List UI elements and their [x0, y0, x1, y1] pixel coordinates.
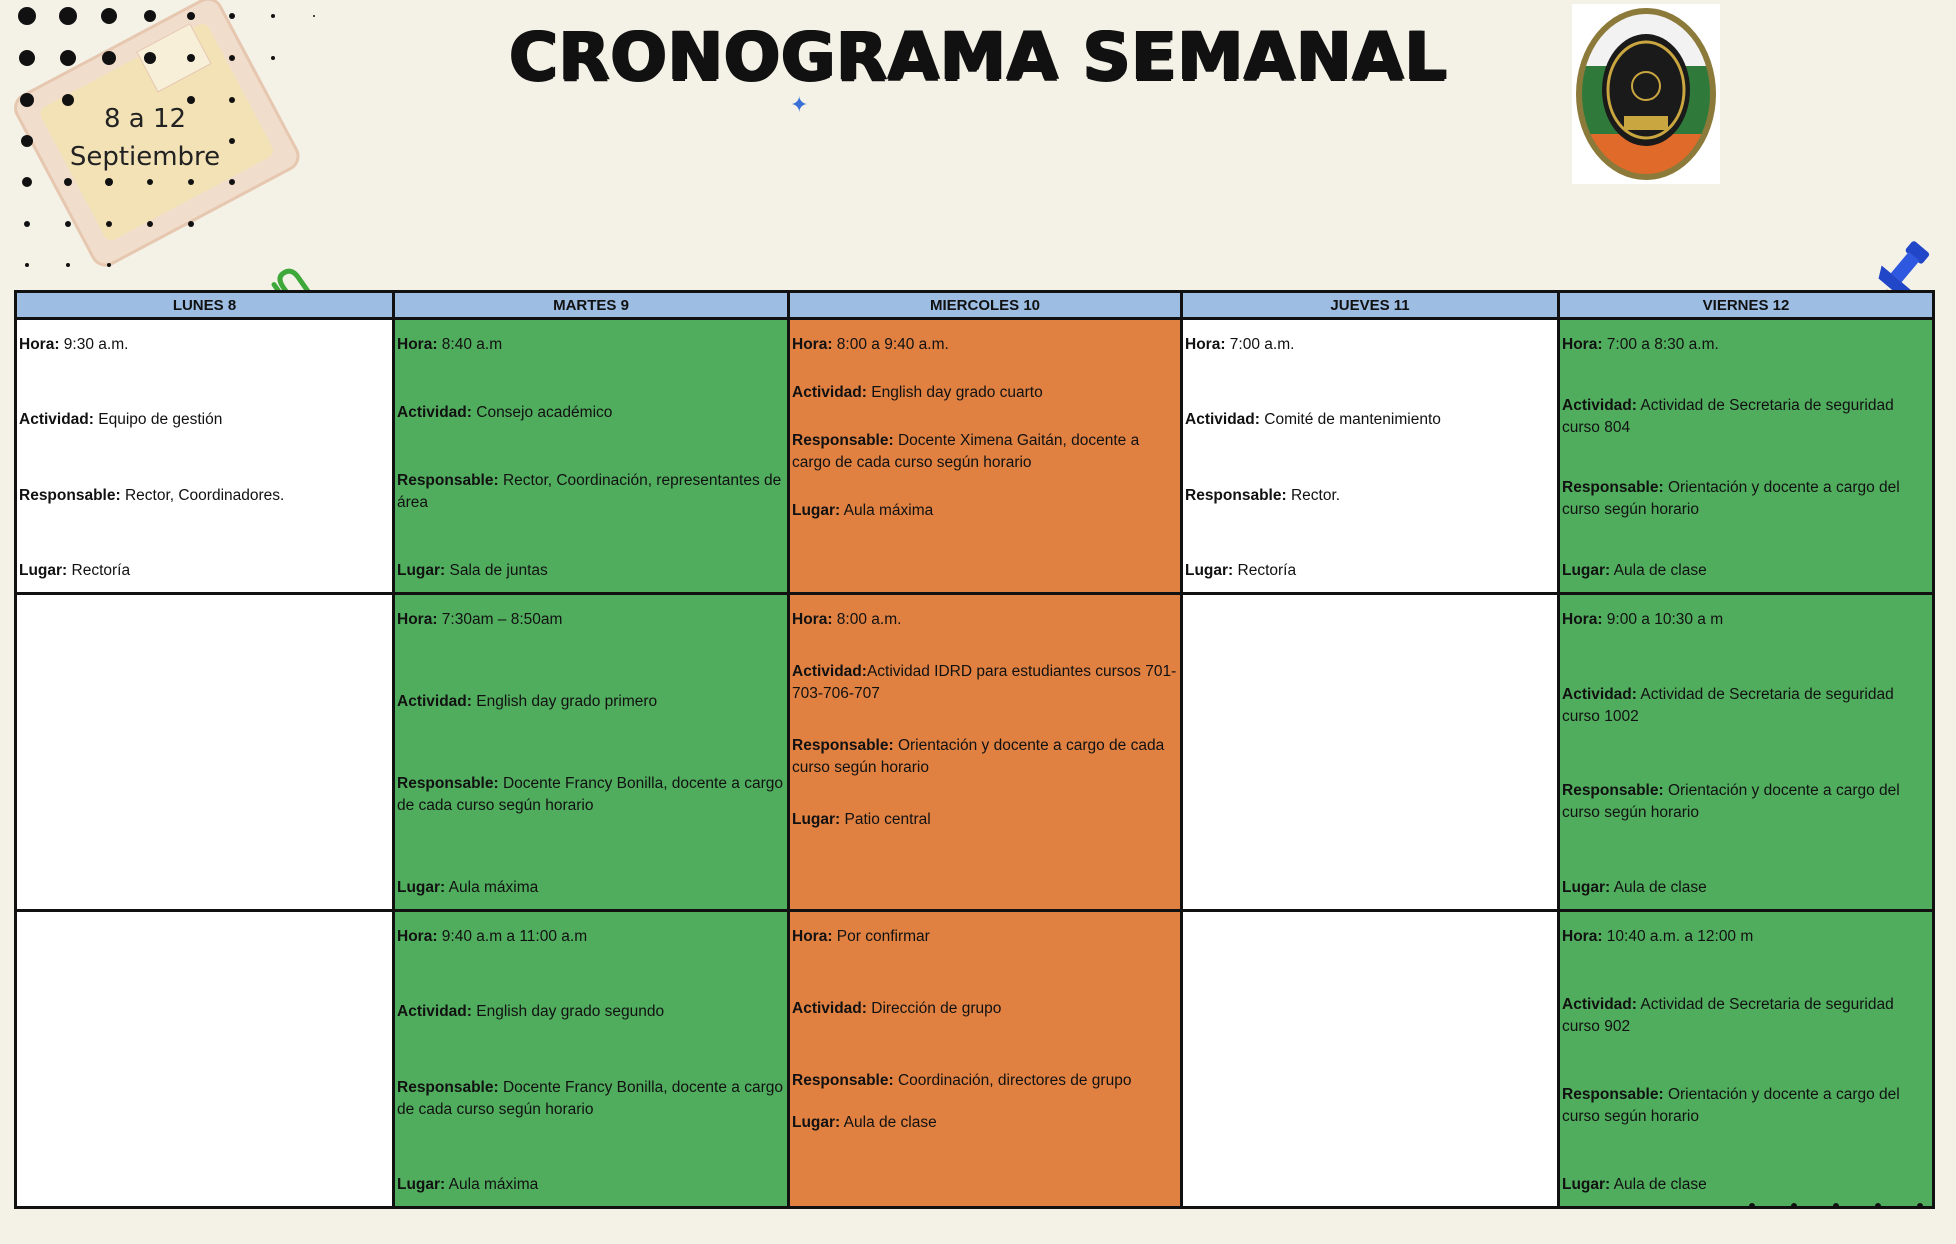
- day-header-martes: MARTES 9: [394, 292, 789, 319]
- event-cell: [789, 319, 1182, 594]
- hora-field: Hora: 7:00 a.m.: [1185, 336, 1295, 353]
- actividad-field: Actividad: Equipo de gestión: [19, 411, 223, 429]
- schedule-row: [16, 911, 1934, 1208]
- event-cell: [394, 911, 789, 1208]
- lugar-field: Lugar: Aula de clase: [1562, 878, 1707, 896]
- event-cell: [1559, 594, 1934, 911]
- event-cell: [1559, 911, 1934, 1208]
- weekly-schedule: [14, 290, 1932, 1209]
- empty-cell: [16, 911, 394, 1208]
- page-title: CRONOGRAMA SEMANAL: [508, 18, 1448, 95]
- hora-field: Hora: 7:00 a 8:30 a.m.: [1562, 336, 1719, 353]
- schedule-row: [16, 594, 1934, 911]
- lugar-field: Lugar: Aula máxima: [792, 502, 934, 519]
- lugar-field: Lugar: Aula de clase: [1562, 1176, 1707, 1193]
- actividad-field: Actividad: Dirección de grupo: [792, 1000, 1002, 1017]
- empty-cell: [16, 594, 394, 911]
- actividad-field: Actividad: English day grado segundo: [397, 1003, 665, 1021]
- actividad-field: Actividad: English day grado cuarto: [792, 384, 1043, 401]
- day-header-miercoles: MIERCOLES 10: [789, 292, 1182, 319]
- empty-cell: [1182, 911, 1559, 1208]
- schedule-table: [14, 290, 1935, 1209]
- date-range: 8 a 12: [103, 104, 187, 134]
- actividad-field: Actividad:Actividad IDRD para estudiantes cursos 701-703-706-707: [792, 663, 1177, 702]
- responsable-field: Responsable: Rector, Coordinación, representantes de área: [397, 472, 782, 511]
- hora-field: Hora: 8:00 a.m.: [792, 611, 902, 628]
- lugar-field: Lugar: Aula de clase: [1562, 561, 1707, 579]
- school-crest-logo: [1572, 4, 1720, 184]
- event-cell: [789, 594, 1182, 911]
- dots-decoration: [1740, 1200, 1940, 1214]
- lugar-field: Lugar: Aula de clase: [792, 1114, 937, 1131]
- lugar-field: Lugar: Aula máxima: [397, 879, 539, 896]
- hora-field: Hora: 10:40 a.m. a 12:00 m: [1562, 928, 1754, 945]
- empty-cell: [1182, 594, 1559, 911]
- week-date-label: [40, 100, 250, 176]
- lugar-field: Lugar: Rectoría: [19, 561, 131, 579]
- lugar-field: Lugar: Sala de juntas: [397, 562, 548, 579]
- responsable-field: Responsable: Orientación y docente a cargo de cada curso según horario: [792, 737, 1165, 776]
- event-cell: [394, 319, 789, 594]
- responsable-field: Responsable: Orientación y docente a cargo del curso según horario: [1562, 1086, 1900, 1125]
- actividad-field: Actividad: Comité de mantenimiento: [1185, 411, 1441, 429]
- event-cell: [1559, 319, 1934, 594]
- actividad-field: Actividad: Actividad de Secretaria de seguridad curso 1002: [1562, 685, 1894, 725]
- lugar-field: Lugar: Aula máxima: [397, 1175, 539, 1193]
- actividad-field: Actividad: Actividad de Secretaria de seguridad curso 902: [1562, 996, 1894, 1035]
- day-header-viernes: VIERNES 12: [1559, 292, 1934, 319]
- day-header-lunes: LUNES 8: [16, 292, 394, 319]
- hora-field: Hora: 8:00 a 9:40 a.m.: [792, 336, 949, 353]
- event-cell: [789, 911, 1182, 1208]
- hora-field: Hora: 8:40 a.m: [397, 336, 503, 353]
- actividad-field: Actividad: English day grado primero: [397, 693, 658, 710]
- responsable-field: Responsable: Coordinación, directores de grupo: [792, 1072, 1132, 1089]
- lugar-field: Lugar: Rectoría: [1185, 561, 1297, 579]
- date-month: Septiembre: [69, 142, 221, 172]
- responsable-field: Responsable: Docente Francy Bonilla, docente a cargo de cada curso según horario: [397, 775, 783, 814]
- actividad-field: Actividad: Consejo académico: [397, 404, 613, 421]
- responsable-field: Responsable: Rector, Coordinadores.: [19, 486, 285, 504]
- day-header-row: [16, 292, 1934, 319]
- lugar-field: Lugar: Patio central: [792, 811, 931, 828]
- hora-field: Hora: 7:30am – 8:50am: [397, 611, 563, 628]
- responsable-field: Responsable: Orientación y docente a cargo del curso según horario: [1562, 782, 1900, 822]
- hora-field: Hora: 9:00 a 10:30 a m: [1562, 611, 1724, 628]
- hora-field: Hora: 9:40 a.m a 11:00 a.m: [397, 928, 588, 945]
- event-cell: [1182, 319, 1559, 594]
- schedule-row: [16, 319, 1934, 594]
- event-cell: [16, 319, 394, 594]
- actividad-field: Actividad: Actividad de Secretaria de seguridad curso 804: [1562, 396, 1894, 436]
- day-header-jueves: JUEVES 11: [1182, 292, 1559, 319]
- hora-field: Hora: Por confirmar: [792, 928, 930, 945]
- sparkle-icon: ✦: [790, 92, 809, 117]
- responsable-field: Responsable: Orientación y docente a cargo del curso según horario: [1562, 479, 1900, 519]
- responsable-field: Responsable: Docente Francy Bonilla, docente a cargo de cada curso según horario: [397, 1078, 783, 1118]
- responsable-field: Responsable: Docente Ximena Gaitán, docente a cargo de cada curso según horario: [792, 432, 1140, 471]
- responsable-field: Responsable: Rector.: [1185, 486, 1341, 504]
- hora-field: Hora: 9:30 a.m.: [19, 336, 129, 353]
- event-cell: [394, 594, 789, 911]
